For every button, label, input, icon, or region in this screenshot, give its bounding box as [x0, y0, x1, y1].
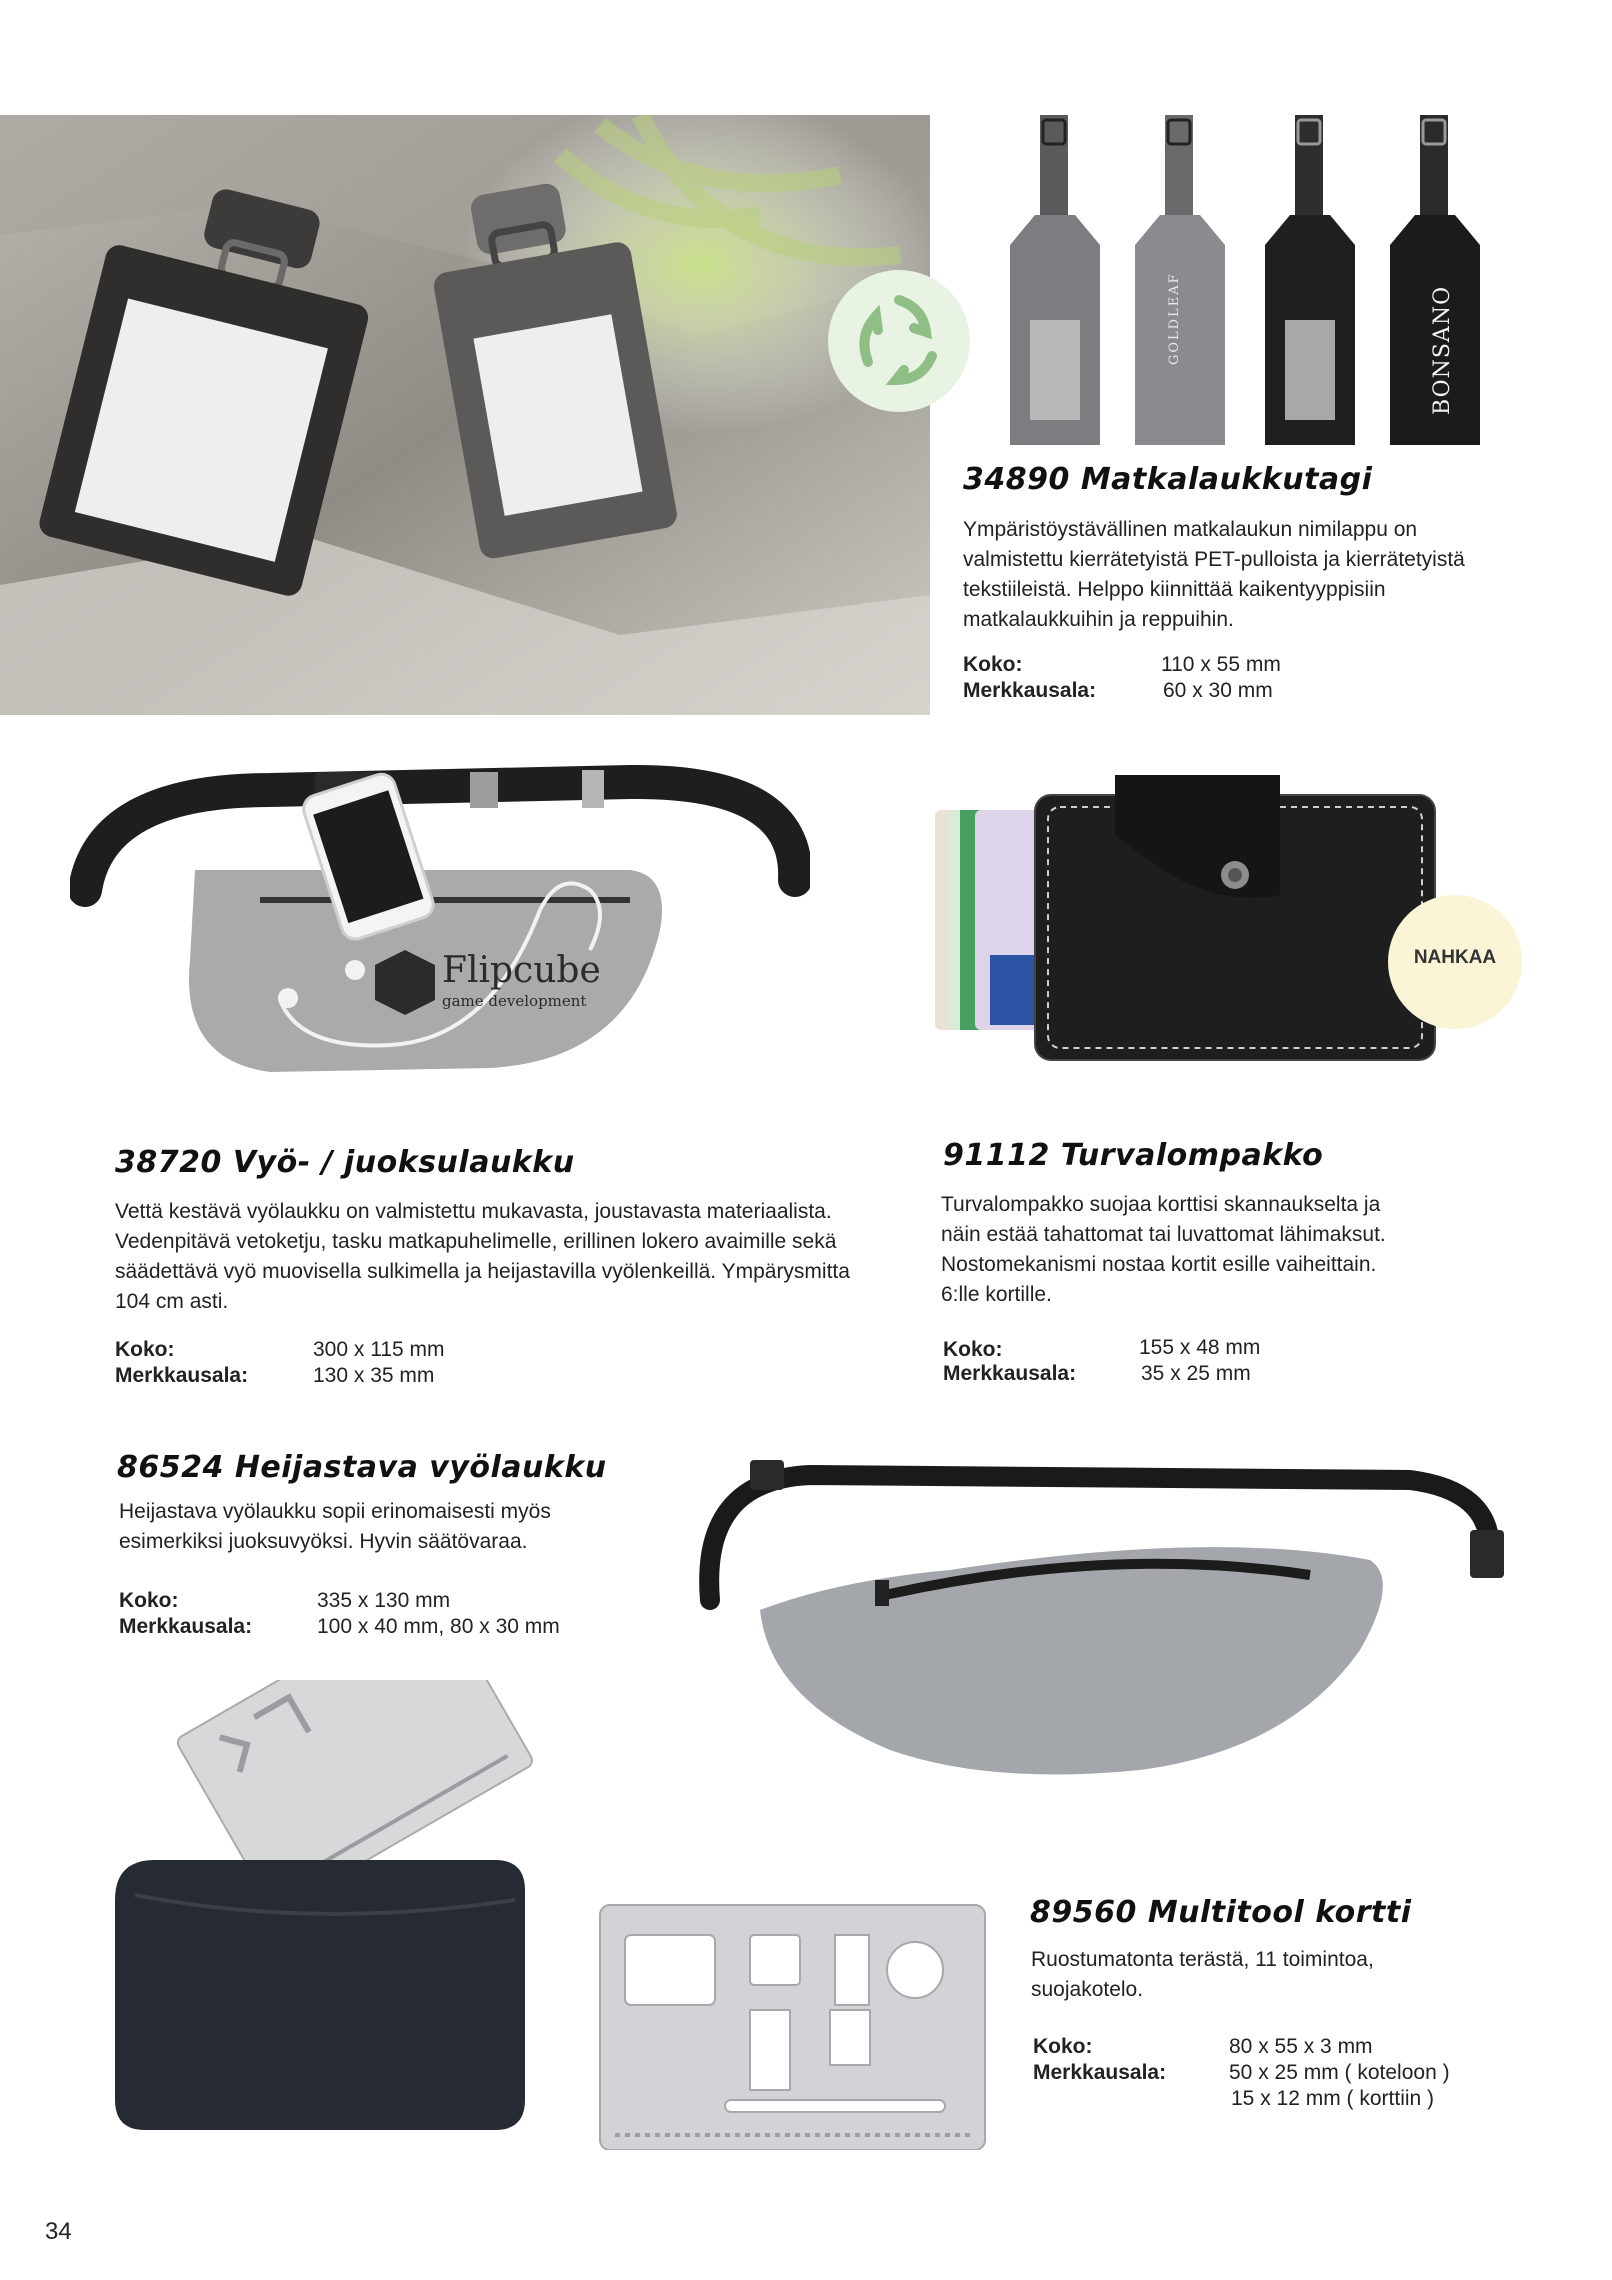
running-belt-description: Vettä kestävä vyölaukku on valmistettu mukavasta, joustavasta materiaalista. Vedenpitävä vetoketju, tasku matkapuhelimelle, erillinen lokero avaimille sekä säädettävä vyö muovisella sulkimella ja heijastavilla vyölenkeillä. Ympärysmitta 104 cm asti.: [115, 1200, 850, 1313]
size-label: Koko:: [115, 1338, 175, 1361]
flipcube-print-subtitle: game development: [442, 992, 587, 1010]
luggage-tag-lifestyle-photo: [0, 115, 930, 715]
print-area-label: Merkkausala:: [1033, 2061, 1167, 2084]
size-label: Koko:: [963, 653, 1023, 676]
goldleaf-print-text: GOLDLEAF: [1167, 272, 1182, 365]
recycle-eco-badge: [828, 270, 970, 412]
recycle-icon: [828, 270, 970, 412]
multitool-card-photo: [95, 1680, 995, 2150]
leather-badge-text: NAHKAA: [1413, 947, 1497, 968]
size-value: 80 x 55 x 3 mm: [1229, 2035, 1373, 2058]
size-value: 155 x 48 mm: [1139, 1336, 1261, 1359]
leather-badge: [1388, 895, 1522, 1029]
rfid-wallet-specs: [943, 1337, 1443, 1393]
luggage-tag-variants-photo: [1005, 95, 1505, 450]
luggage-tag-specs: [963, 652, 1463, 708]
multitool-specs: [1033, 2034, 1553, 2114]
belt-bag-specs: [119, 1588, 639, 1644]
multitool-description: Ruostumatonta terästä, 11 toimintoa, suojakotelo.: [1031, 1948, 1374, 2001]
size-value: 300 x 115 mm: [313, 1338, 445, 1361]
luggage-tag-description: Ympäristöystävällinen matkalaukun nimilappu on valmistettu kierrätetyistä PET-pulloista ja kierrätetyistä tekstiileistä. Helppo kiinnittää kaikentyyppisiin matkalaukkuihin ja reppuihin.: [963, 518, 1465, 631]
print-area-label: Merkkausala:: [119, 1615, 253, 1638]
running-belt-title: 38720 Vyö- / juoksulaukku: [115, 1145, 575, 1180]
luggage-tag-title: 34890 Matkalaukkutagi: [963, 462, 1373, 497]
print-area-value: 130 x 35 mm: [313, 1364, 435, 1387]
running-belt-photo: [70, 760, 810, 1080]
print-area-value: 60 x 30 mm: [1163, 679, 1273, 702]
print-area-value: 100 x 40 mm, 80 x 30 mm: [317, 1615, 560, 1638]
print-area-value-1: 50 x 25 mm ( koteloon ): [1229, 2061, 1450, 2084]
rfid-wallet-description: Turvalompakko suojaa korttisi skannaukselta ja näin estää tahattomat tai luvattomat lähimaksut. Nostomekanismi nostaa kortit esille vaiheittain. 6:lle kortille.: [941, 1193, 1386, 1306]
multitool-title: 89560 Multitool kortti: [1030, 1895, 1412, 1930]
size-label: Koko:: [1033, 2035, 1093, 2058]
bonsano-print-text: BONSANO: [1430, 285, 1455, 415]
size-value: 335 x 130 mm: [317, 1589, 451, 1612]
size-value: 110 x 55 mm: [1161, 653, 1281, 676]
print-area-value: 35 x 25 mm: [1141, 1362, 1251, 1385]
print-area-label: Merkkausala:: [943, 1362, 1077, 1385]
size-label: Koko:: [119, 1589, 179, 1612]
print-area-label: Merkkausala:: [963, 679, 1097, 702]
page-number: 34: [45, 2218, 72, 2245]
print-area-label: Merkkausala:: [115, 1364, 249, 1387]
flipcube-print-logo: Flipcube: [442, 950, 601, 991]
belt-bag-title: 86524 Heijastava vyölaukku: [117, 1450, 607, 1485]
size-label: Koko:: [943, 1338, 1003, 1361]
running-belt-specs: [115, 1337, 615, 1393]
rfid-wallet-title: 91112 Turvalompakko: [943, 1138, 1324, 1173]
belt-bag-description: Heijastava vyölaukku sopii erinomaisesti myös esimerkiksi juoksuvyöksi. Hyvin säätövaraa.: [119, 1500, 551, 1553]
print-area-value-2: 15 x 12 mm ( korttiin ): [1231, 2087, 1435, 2110]
rfid-wallet-photo: [930, 765, 1470, 1065]
